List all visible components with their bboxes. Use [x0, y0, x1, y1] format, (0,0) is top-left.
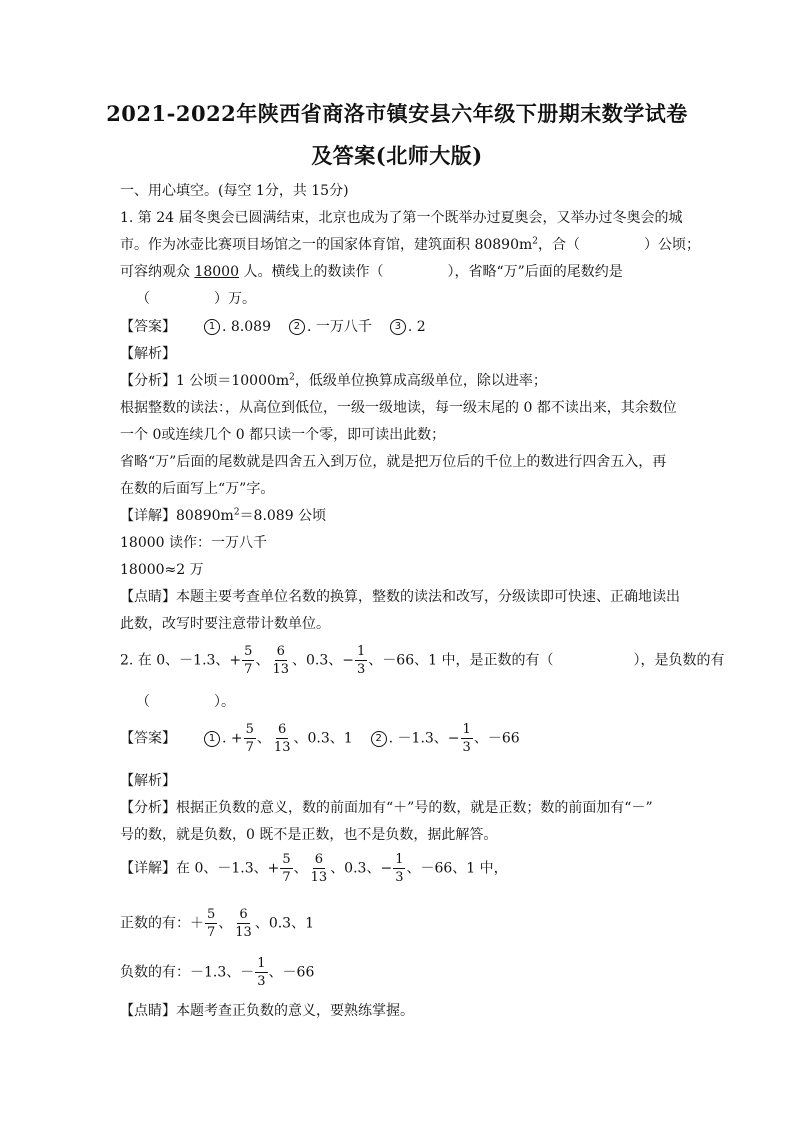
q2-analysis-line1: 【分析】根据正负数的意义，数的前面加有“＋”号的数，就是正数；数的前面加有“－”: [120, 800, 653, 816]
q1-comment-line1: 【点睛】本题主要考查单位名数的换算，整数的读法和改写，分级读即可快速、正确地读出: [120, 589, 680, 605]
q2-comment: 【点睛】本题考查正负数的意义，要熟练掌握。: [120, 1003, 414, 1019]
q2-negative-list: 负数的有：－1.3、－ $\frac{1}{3}$ 、－66: [120, 956, 315, 989]
q1-text-line2: 市。作为冰壶比赛项目场馆之一的国家体育馆，建筑面积 $80890m^2$，合（ ）公顷；: [120, 236, 700, 253]
q1-analysis-heading: 【解析】: [120, 346, 176, 362]
q1-analysis-line5: 在数的后面写上“万”字。: [120, 481, 275, 497]
q2-positive-list: 正数的有：＋ $\frac{5}{7}$ 、 $\frac{6}{13}$ 、0.3、1: [120, 907, 314, 940]
q2-text-line2: （ ）。: [136, 694, 235, 710]
q2-answer: 【答案】 1 . + $\frac{5}{7}$ 、 $\frac{6}{13}$ 、0.3、1 2 . －1.3、− $\frac{1}{3}$ 、－66: [120, 722, 520, 755]
q1-analysis-line4: 省略“万”后面的尾数就是四舍五入到万位，就是把万位后的千位上的数进行四舍五入，再: [120, 454, 667, 470]
fraction-6-13: $\frac{6}{13}$: [272, 644, 289, 677]
q1-text-line3: 可容纳观众 18000 人。横线上的数读作（ ），省略“万”后面的尾数约是: [120, 264, 623, 280]
q1-detail-line1: 【详解】$80890m^2=8.089$ 公顷: [120, 507, 327, 524]
document-title-line1: 2021-2022年陕西省商洛市镇安县六年级下册期末数学试卷: [106, 101, 688, 126]
q2-detail-line: 【详解】在 0、－1.3、+ $\frac{5}{7}$ 、 $\frac{6}{13}$ 、0.3、− $\frac{1}{3}$ 、－66、1 中，: [120, 852, 508, 885]
q1-comment-line2: 此数，改写时要注意带计数单位。: [120, 616, 330, 632]
fraction-1-3: $\frac{1}{3}$: [357, 644, 366, 677]
q1-answer: 【答案】 1 . 8.089 2 . 一万八千 3 . 2: [120, 319, 426, 335]
q1-analysis-line2: 根据整数的读法：，从高位到低位，一级一级地读，每一级末尾的 0 都不读出来，其余数位: [120, 400, 677, 416]
q2-analysis-heading: 【解析】: [120, 773, 176, 789]
q1-detail-line2: 18000 读作：一万八千: [120, 535, 267, 551]
q1-detail-line3: 18000≈2 万: [120, 562, 204, 578]
q2-text-line1: 2. 在 0、－1.3、+ $\frac{5}{7}$ 、 $\frac{6}{13}$ 、0.3、− $\frac{1}{3}$ 、－66、1 中，是正数的有（ ），是负数的有: [120, 644, 725, 677]
q2-analysis-line2: 号的数，就是负数，0 既不是正数，也不是负数，据此解答。: [120, 827, 498, 843]
q1-analysis-line1: 【分析】1 公顷$=10000m^2$，低级单位换算成高级单位，除以进率；: [120, 372, 547, 389]
section-heading: 一、用心填空。(每空 1分，共 15分): [120, 183, 349, 199]
document-title-line2: 及答案(北师大版): [311, 143, 483, 168]
fraction-5-7: $\frac{5}{7}$: [244, 644, 253, 677]
q1-analysis-line3: 一个 0或连续几个 0 都只读一个零，即可读出此数；: [120, 427, 446, 443]
q1-text-line4: （ ）万。: [136, 291, 256, 307]
q1-text-line1: 1. 第 24 届冬奥会已圆满结束，北京也成为了第一个既举办过夏奥会，又举办过冬奥会的城: [120, 210, 683, 226]
